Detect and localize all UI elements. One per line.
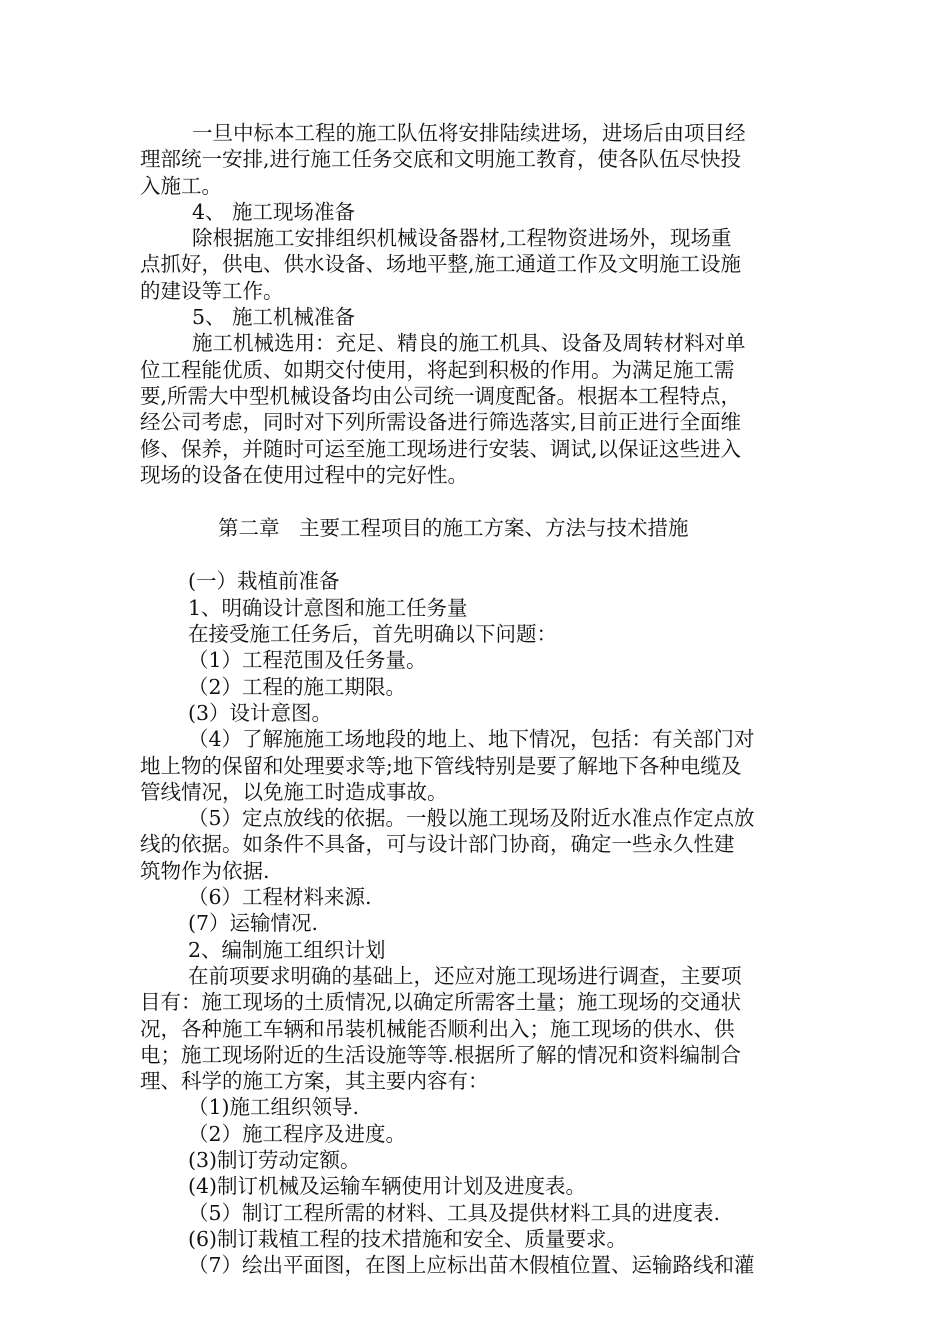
paragraph-line: 的建设等工作。	[140, 278, 284, 303]
chapter-title: 第二章 主要工程项目的施工方案、方法与技术措施	[218, 516, 689, 541]
paragraph-line: 点抓好，供电、供水设备、场地平整,施工通道工作及文明施工设施	[140, 252, 742, 277]
paragraph-line: 况，各种施工车辆和吊装机械能否顺利出入；施工现场的供水、供	[140, 1016, 735, 1041]
section-heading: 2、编制施工组织计划	[188, 937, 386, 962]
paragraph-line: 理部统一安排,进行施工任务交底和文明施工教育，使各队伍尽快投	[140, 147, 742, 172]
paragraph-line: 在前项要求明确的基础上，还应对施工现场进行调查，主要项	[188, 963, 742, 988]
list-item: (3)制订劳动定额。	[188, 1147, 361, 1172]
section-heading: (一）栽植前准备	[188, 569, 340, 594]
list-item: （2）施工程序及进度。	[188, 1121, 407, 1146]
paragraph-line: 入施工。	[140, 173, 222, 198]
paragraph-line: 目有：施工现场的土质情况,以确定所需客土量；施工现场的交通状	[140, 990, 742, 1015]
paragraph-line: 地上物的保留和处理要求等;地下管线特别是要了解地下各种电缆及	[140, 753, 742, 778]
list-item: (7）运输情况.	[188, 911, 319, 936]
paragraph-line: 经公司考虑，同时对下列所需设备进行筛选落实,目前正进行全面维	[140, 410, 742, 435]
list-item: （6）工程材料来源.	[188, 885, 372, 910]
paragraph-line: 筑物作为依据.	[140, 858, 270, 883]
paragraph-line: 修、保养，并随时可运至施工现场进行安装、调试,以保证这些进入	[140, 436, 742, 461]
list-item: (4)制订机械及运输车辆使用计划及进度表。	[188, 1174, 587, 1199]
paragraph-line: 施工机械选用：充足、精良的施工机具、设备及周转材料对单	[192, 331, 746, 356]
list-item: （5）定点放线的依据。一般以施工现场及附近水准点作定点放	[188, 806, 755, 831]
paragraph-line: 线的依据。如条件不具备，可与设计部门协商，确定一些永久性建	[140, 832, 735, 857]
list-item: (6)制订栽植工程的技术措施和安全、质量要求。	[188, 1226, 628, 1251]
paragraph-line: 位工程能优质、如期交付使用，将起到积极的作用。为满足施工需	[140, 357, 735, 382]
paragraph-line: 在接受施工任务后，首先明确以下问题：	[188, 622, 557, 647]
paragraph-line: 除根据施工安排组织机械设备器材,工程物资进场外，现场重	[192, 226, 732, 251]
paragraph-line: 理、科学的施工方案，其主要内容有：	[140, 1069, 489, 1094]
list-item: （7）绘出平面图，在图上应标出苗木假植位置、运输路线和灌	[188, 1253, 755, 1278]
paragraph-line: 要,所需大中型机械设备均由公司统一调度配备。根据本工程特点，	[140, 383, 742, 408]
paragraph-line: 电；施工现场附近的生活设施等等.根据所了解的情况和资料编制合	[140, 1042, 742, 1067]
list-item: （2）工程的施工期限。	[188, 674, 407, 699]
paragraph-line: 管线情况，以免施工时造成事故。	[140, 779, 448, 804]
section-heading: 4、 施工现场准备	[192, 199, 356, 224]
list-item: （1）工程范围及任务量。	[188, 648, 427, 673]
section-heading: 5、 施工机械准备	[192, 305, 356, 330]
list-item: (3）设计意图。	[188, 700, 333, 725]
document-body	[140, 120, 810, 1278]
list-item: （1)施工组织领导.	[188, 1095, 360, 1120]
list-item: （5）制订工程所需的材料、工具及提供材料工具的进度表.	[188, 1200, 721, 1225]
section-heading: 1、明确设计意图和施工任务量	[188, 595, 468, 620]
paragraph-line: 一旦中标本工程的施工队伍将安排陆续进场，进场后由项目经	[192, 121, 746, 145]
paragraph-line: 现场的设备在使用过程中的完好性。	[140, 462, 468, 487]
list-item: （4）了解施施工场地段的地上、地下情况，包括：有关部门对	[188, 727, 755, 752]
